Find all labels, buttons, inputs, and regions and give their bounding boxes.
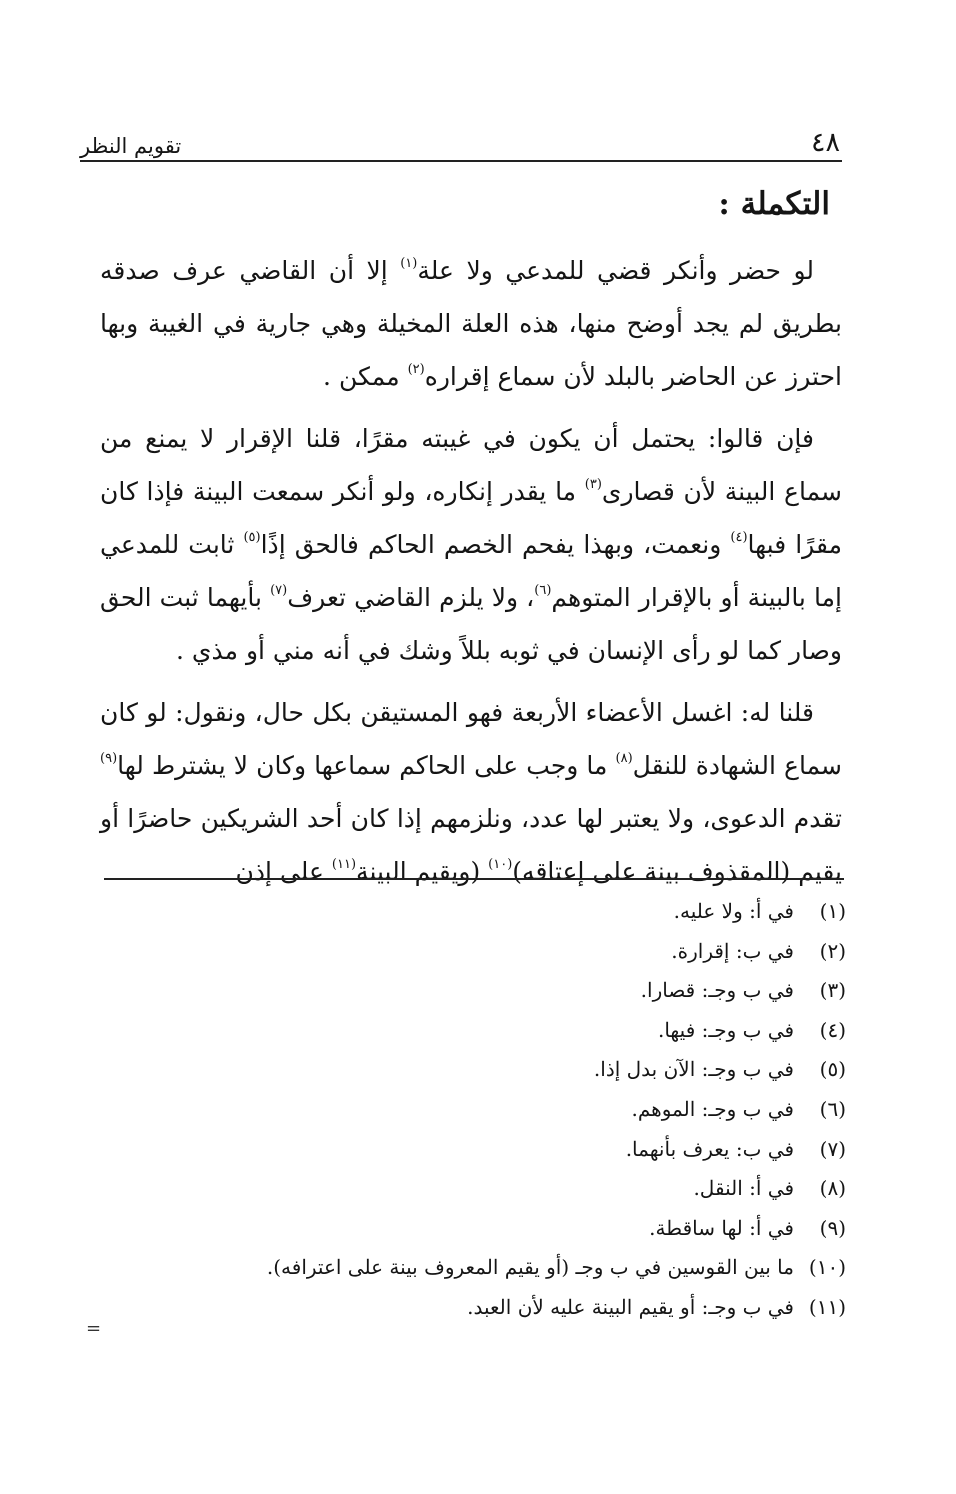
footnote-text: في ب وجـ: فيها. <box>657 1017 794 1042</box>
footnote-text: في ب: يعرف بأنهما. <box>625 1136 794 1161</box>
footnote-9 <box>146 1209 846 1249</box>
footnote-ref: (٧) <box>270 583 288 598</box>
footnote-number: (٤) <box>819 1017 846 1042</box>
footnote-number: (٢) <box>819 938 846 963</box>
footnote-number: (١٠) <box>808 1255 846 1280</box>
text-run: لو حضر وأنكر قضي للمدعي ولا علة <box>417 256 814 285</box>
footnote-ref: (٤) <box>730 530 748 545</box>
text-run: تقدم الدعوى، ولا يعتبر لها عدد، ونلزمهم إذا كان أحد الشريكين حاضرًا أو يقيم (المقذوف بينة على إعتاقه) <box>100 804 842 886</box>
footnote-ref: (١١) <box>331 857 357 872</box>
footnote-number: (٨) <box>819 1176 846 1201</box>
footnote-text: في ب وجـ: أو يقيم البينة عليه لأن العبد. <box>467 1294 794 1319</box>
page-number: ٤٨ <box>810 127 840 158</box>
footnote-text: في ب وجـ: قصارا. <box>640 978 794 1003</box>
footnote-ref: (٦) <box>534 583 552 598</box>
margin-mark: = <box>86 1318 102 1339</box>
footnote-rule <box>104 878 844 880</box>
footnote-text: في أ: النقل. <box>693 1176 794 1201</box>
footnote-text: ما بين القوسين في ب وجـ (أو يقيم المعروف بينة على اعترافه). <box>266 1255 794 1280</box>
footnote-4 <box>146 1011 846 1051</box>
footnote-number: (٣) <box>819 978 846 1003</box>
text-run: ونعمت، وبهذا يفحم الخصم الحاكم فالحق إذًا <box>260 530 731 559</box>
text-run: فإن قالوا: يحتمل أن يكون في غيبته مقرًا، قلنا الإقرار لا يمنع من سماع البينة لأن قصارى <box>100 424 842 506</box>
footnote-number: (١) <box>819 899 846 923</box>
main-text <box>100 244 842 907</box>
footnote-text: في ب وجـ: الموهم. <box>631 1096 794 1121</box>
running-header <box>80 118 840 158</box>
header-rule <box>80 160 842 162</box>
text-run: ممكن . <box>323 362 408 391</box>
footnote-number: (١١) <box>808 1294 846 1319</box>
paragraph <box>100 244 842 403</box>
text-run: إلا أن القاضي عرف صدقه بطريق لم يجد أوضح منها، هذه العلة المخيلة وهي جارية في الغيبة وبها احترز عن الحاضر بالبلد لأن سماع إقراره <box>100 256 842 391</box>
footnote-number: (٦) <box>819 1096 846 1121</box>
footnote-7 <box>146 1130 846 1170</box>
footnote-text: في ب وجـ: الآن بدل إذا. <box>593 1057 794 1082</box>
footnote-text: في ب: إقرارة. <box>671 938 794 963</box>
footnote-1 <box>146 892 846 932</box>
text-run: ما وجب على الحاكم سماعها وكان لا يشترط لها <box>117 751 616 780</box>
footnote-ref: (٨) <box>615 751 633 766</box>
footnote-number: (٥) <box>819 1057 846 1082</box>
footnote-10 <box>146 1248 846 1288</box>
text-run: بأيهما ثبت الحق وصار كما لو رأى الإنسان في ثوبه بللاً وشك في أنه مني أو مذي . <box>100 583 842 665</box>
footnote-ref: (٥) <box>243 530 261 545</box>
footnote-ref: (١) <box>400 256 418 271</box>
footnote-text: في أ: ولا عليه. <box>673 899 794 923</box>
footnote-text: في أ: لها ساقطة. <box>649 1215 794 1240</box>
footnote-11 <box>146 1288 846 1328</box>
text-run: ، ولا يلزم القاضي تعرف <box>287 583 535 612</box>
text-run: ثابت للمدعي إما بالبينة أو بالإقرار المتوهم <box>100 530 842 612</box>
book-title: تقويم النظر <box>80 134 182 158</box>
footnote-number: (٩) <box>819 1215 846 1240</box>
paragraph <box>100 686 842 898</box>
footnote-2 <box>146 932 846 972</box>
text-run: ما يقدر إنكاره، ولو أنكر سمعت البينة فإذا كان مقرًا فبها <box>100 477 843 559</box>
footnote-3 <box>146 971 846 1011</box>
footnote-5 <box>146 1050 846 1090</box>
footnotes-list <box>146 892 846 1328</box>
footnote-ref: (١٠) <box>488 857 513 872</box>
footnote-ref: (٣) <box>584 477 602 492</box>
section-heading: التكملة : <box>718 186 830 222</box>
footnote-number: (٧) <box>819 1136 846 1161</box>
footnote-8 <box>146 1169 846 1209</box>
text-run: على إذن <box>235 857 332 886</box>
footnote-6 <box>146 1090 846 1130</box>
text-run: (ويقيم البينة <box>356 857 489 886</box>
footnote-ref: (٢) <box>407 362 425 377</box>
footnote-ref: (٩) <box>100 751 118 766</box>
paragraph <box>100 412 842 677</box>
text-run: قلنا له: اغسل الأعضاء الأربعة فهو المستيقن بكل حال، ونقول: لو كان سماع الشهادة للنقل <box>100 698 842 780</box>
